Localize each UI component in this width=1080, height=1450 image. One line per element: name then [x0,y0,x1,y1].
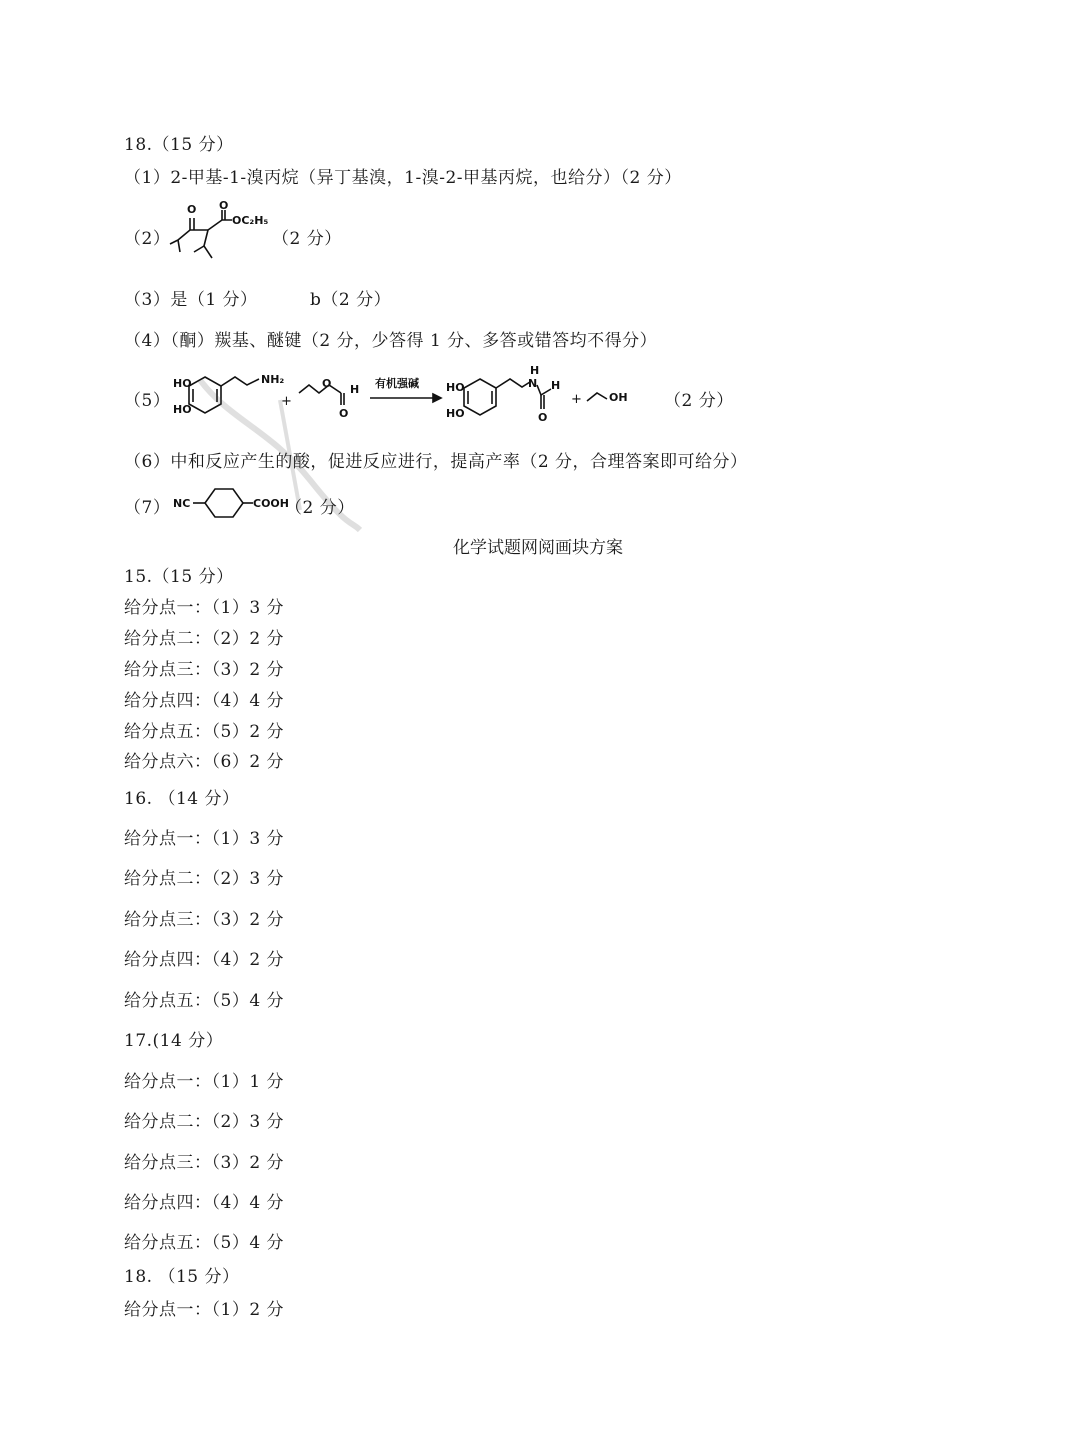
q18-part2-structure [160,200,270,270]
svg-text:+: + [571,392,582,407]
section-17-point-4: 给分点四：（4）4 分 [124,1193,285,1213]
svg-text:O: O [538,411,548,424]
oc2h5-label: OC₂H₅ [232,214,269,227]
section-15-point-3: 给分点三：（3）2 分 [124,660,285,680]
q18-part1: （1）2-甲基-1-溴丙烷（异丁基溴，1-溴-2-甲基丙烷，也给分）（2 分） [124,168,682,188]
q18-header: 18.（15 分） [124,135,234,155]
section-15-point-2: 给分点二：（2）2 分 [124,629,285,649]
svg-text:H: H [551,379,561,392]
section-16-point-3: 给分点三：（3）2 分 [124,910,285,930]
q18-part4: （4）（酮）羰基、醚键（2 分，少答得 1 分、多答或错答均不得分） [124,331,658,351]
ester-o: O [219,199,229,212]
section-15-point-1: 给分点一：（1）3 分 [124,598,285,618]
q18-part5-label: （5） [124,391,171,411]
svg-text:有机强碱: 有机强碱 [375,377,419,390]
ketone-o: O [187,203,197,216]
section-16-point-2: 给分点二：（2）3 分 [124,869,285,889]
svg-text:COOH: COOH [253,497,289,510]
svg-text:HO: HO [446,407,465,420]
q18-part2-label: （2） [124,229,171,249]
watermark-smudge [190,360,370,540]
section-15-point-4: 给分点四：（4）4 分 [124,691,285,711]
q18-part7-score: （2 分） [285,498,355,518]
q18-part2-score: （2 分） [272,229,342,249]
q18-part5-score: （2 分） [664,391,734,411]
svg-text:OH: OH [609,391,628,404]
section-15-header: 15.（15 分） [124,567,234,587]
svg-text:HO: HO [173,377,192,390]
scheme-title: 化学试题网阅画块方案 [453,538,623,558]
section-17-point-1: 给分点一：（1）1 分 [124,1072,285,1092]
section-17-header: 17.(14 分） [124,1031,224,1051]
q18-part3-b: b（2 分） [310,290,392,310]
svg-text:H: H [530,364,540,377]
section-18-header: 18. （15 分） [124,1267,240,1287]
section-15-point-5: 给分点五：（5）2 分 [124,722,285,742]
svg-text:NH₂: NH₂ [261,373,285,386]
q18-part7-label: （7） [124,498,171,518]
svg-text:HO: HO [446,381,465,394]
svg-text:HO: HO [173,403,192,416]
section-16-point-1: 给分点一：（1）3 分 [124,829,285,849]
svg-text:N: N [528,377,538,390]
section-17-point-3: 给分点三：（3）2 分 [124,1153,285,1173]
section-15-point-6: 给分点六：（6）2 分 [124,752,285,772]
q18-part6: （6）中和反应产生的酸，促进反应进行，提高产率（2 分，合理答案即可给分） [124,452,748,472]
svg-text:O: O [339,407,349,420]
svg-text:H: H [350,383,360,396]
svg-text:+: + [281,394,292,409]
svg-text:NC: NC [173,497,191,510]
section-16-point-4: 给分点四：（4）2 分 [124,950,285,970]
svg-text:O: O [322,377,332,390]
q18-part3-a: （3）是（1 分） [124,290,258,310]
section-18-point-1: 给分点一：（1）2 分 [124,1300,285,1320]
section-16-point-5: 给分点五：（5）4 分 [124,991,285,1011]
section-17-point-2: 给分点二：（2）3 分 [124,1112,285,1132]
section-17-point-5: 给分点五：（5）4 分 [124,1233,285,1253]
section-16-header: 16. （14 分） [124,789,240,809]
